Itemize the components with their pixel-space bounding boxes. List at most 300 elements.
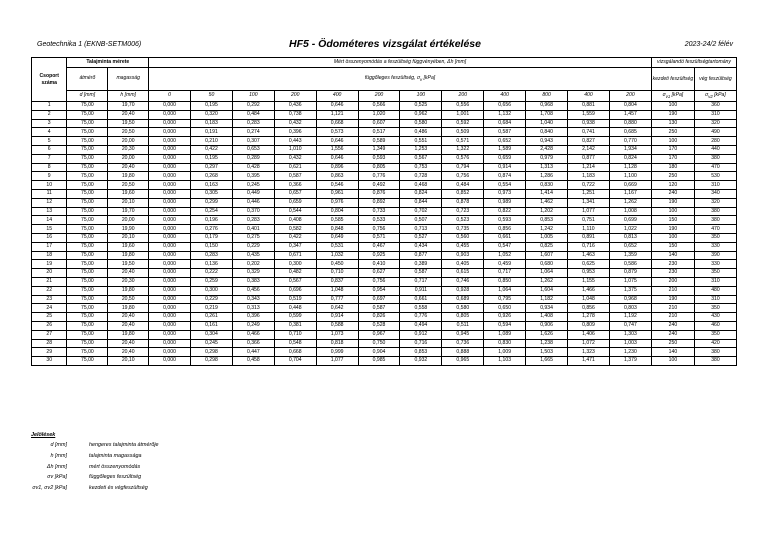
table-cell: 0,458: [232, 357, 274, 366]
table-cell: 1,048: [568, 295, 610, 304]
final-stress-header: vég feszültség: [694, 68, 736, 91]
table-cell: 1,089: [484, 330, 526, 339]
group-number-cell: 3: [32, 119, 67, 128]
table-cell: 0,558: [400, 304, 442, 313]
table-cell: 0,587: [358, 304, 400, 313]
table-cell: 75,00: [67, 277, 108, 286]
table-cell: 1,341: [568, 198, 610, 207]
table-cell: 1,665: [526, 357, 568, 366]
stress-level-header: 50: [191, 91, 233, 102]
course-name: Geotechnika 1 (EKNB-SETM006): [37, 41, 142, 48]
table-cell: 150: [651, 216, 694, 225]
table-cell: 0,435: [232, 251, 274, 260]
table-cell: 0,753: [400, 163, 442, 172]
table-cell: 0,840: [526, 128, 568, 137]
table-cell: 1,556: [316, 145, 358, 154]
table-cell: 75,00: [67, 154, 108, 163]
table-cell: 0,531: [316, 242, 358, 251]
table-cell: 0,627: [358, 269, 400, 278]
table-cell: 0,289: [232, 154, 274, 163]
table-cell: 0,366: [232, 339, 274, 348]
legend-item: [31, 442, 159, 453]
table-cell: 0,567: [274, 277, 316, 286]
table-cell: 0,455: [442, 242, 484, 251]
table-cell: 0,466: [232, 330, 274, 339]
table-cell: 20,40: [108, 321, 149, 330]
table-row: [32, 286, 737, 295]
table-cell: 0,000: [149, 110, 191, 119]
group-number-cell: 6: [32, 145, 67, 154]
table-cell: 0,593: [358, 154, 400, 163]
table-row: [32, 110, 737, 119]
table-cell: 490: [694, 128, 736, 137]
table-cell: 0,830: [526, 181, 568, 190]
table-cell: 0,770: [609, 137, 651, 146]
table-cell: 0,934: [526, 304, 568, 313]
table-cell: 0,747: [609, 321, 651, 330]
final-stress-unit: $\sigma_{v2}$ [kPa]: [694, 91, 736, 102]
table-cell: 0,938: [568, 119, 610, 128]
table-cell: 75,00: [67, 225, 108, 234]
table-cell: 0,702: [400, 207, 442, 216]
group-number-cell: 20: [32, 269, 67, 278]
table-cell: 0,863: [316, 172, 358, 181]
stress-level-header: 400: [316, 91, 358, 102]
table-cell: 240: [651, 330, 694, 339]
table-cell: 1,100: [609, 172, 651, 181]
table-cell: 1,323: [568, 348, 610, 357]
table-cell: 240: [651, 189, 694, 198]
table-cell: 0,592: [442, 119, 484, 128]
table-cell: 0,750: [358, 339, 400, 348]
table-cell: 0,347: [274, 242, 316, 251]
table-cell: 380: [694, 357, 736, 366]
table-cell: 0,183: [191, 119, 233, 128]
table-cell: 170: [651, 145, 694, 154]
table-cell: 75,00: [67, 172, 108, 181]
table-cell: 0,877: [400, 251, 442, 260]
table-cell: 0,547: [484, 242, 526, 251]
table-cell: 1,466: [568, 286, 610, 295]
table-cell: 170: [651, 154, 694, 163]
table-cell: 20,40: [108, 163, 149, 172]
stress-levels-row: [32, 91, 737, 102]
table-cell: 20,40: [108, 269, 149, 278]
table-cell: 0,484: [232, 110, 274, 119]
table-cell: 0,000: [149, 163, 191, 172]
table-cell: 0,210: [191, 137, 233, 146]
group-number-cell: 22: [32, 286, 67, 295]
table-cell: 0,329: [232, 269, 274, 278]
table-cell: 0,713: [400, 225, 442, 234]
table-cell: 0,525: [400, 102, 442, 111]
table-cell: 0,615: [442, 269, 484, 278]
diameter-header: átmérő: [67, 68, 108, 91]
table-cell: 0,249: [232, 321, 274, 330]
table-cell: 0,795: [484, 295, 526, 304]
group-number-cell: 5: [32, 137, 67, 146]
table-cell: 1,183: [568, 172, 610, 181]
table-cell: 0,912: [400, 330, 442, 339]
table-cell: 0,668: [316, 119, 358, 128]
stress-level-header: 100: [400, 91, 442, 102]
table-cell: 0,973: [484, 189, 526, 198]
table-cell: 75,00: [67, 198, 108, 207]
table-cell: 0,573: [316, 128, 358, 137]
initial-stress-header: kezdeti feszültség: [651, 68, 694, 91]
stress-level-header: 200: [442, 91, 484, 102]
table-cell: 19,80: [108, 304, 149, 313]
table-cell: 0,000: [149, 313, 191, 322]
stress-level-header: 0: [149, 91, 191, 102]
compression-header: Mért összenyomódás a feszültség függvényében, Δh [mm]: [149, 58, 652, 68]
table-cell: 0,343: [232, 295, 274, 304]
table-cell: 0,000: [149, 242, 191, 251]
table-cell: 1,121: [316, 110, 358, 119]
table-cell: 0,275: [232, 233, 274, 242]
table-cell: 470: [694, 225, 736, 234]
table-cell: 1,414: [526, 189, 568, 198]
table-cell: 350: [694, 304, 736, 313]
vertical-stress-header: függőleges feszültség, $\sigma_v$ [kPa]: [149, 68, 652, 91]
table-cell: 0,999: [316, 348, 358, 357]
table-cell: 1,128: [609, 163, 651, 172]
sample-size-header: Talajminta mérete: [67, 58, 149, 68]
table-cell: 0,856: [568, 304, 610, 313]
table-cell: 0,283: [232, 119, 274, 128]
table-cell: 0,652: [484, 137, 526, 146]
table-cell: 0,953: [568, 269, 610, 278]
table-cell: 0,824: [400, 189, 442, 198]
stress-level-header: 100: [232, 91, 274, 102]
table-cell: 1,001: [442, 110, 484, 119]
table-cell: 2,142: [568, 145, 610, 154]
table-cell: 0,961: [316, 189, 358, 198]
table-cell: 75,00: [67, 357, 108, 366]
table-cell: 1,230: [609, 348, 651, 357]
table-cell: 1,278: [568, 313, 610, 322]
table-cell: 1,072: [568, 339, 610, 348]
stress-level-header: 200: [609, 91, 651, 102]
table-cell: 75,00: [67, 163, 108, 172]
table-cell: 0,925: [358, 251, 400, 260]
table-cell: 0,000: [149, 154, 191, 163]
table-cell: 0,527: [400, 233, 442, 242]
table-cell: 0,850: [484, 277, 526, 286]
table-cell: 75,00: [67, 242, 108, 251]
table-cell: 0,000: [149, 321, 191, 330]
table-cell: 75,00: [67, 145, 108, 154]
legend-item: [31, 463, 141, 475]
table-cell: 0,911: [400, 286, 442, 295]
table-cell: 19,70: [108, 207, 149, 216]
table-cell: 0,000: [149, 295, 191, 304]
table-cell: 310: [694, 181, 736, 190]
table-cell: 0,803: [609, 304, 651, 313]
table-cell: 1,077: [316, 357, 358, 366]
table-cell: 1,242: [526, 225, 568, 234]
table-cell: 0,914: [484, 163, 526, 172]
table-cell: 19,70: [108, 102, 149, 111]
table-cell: 0,649: [316, 233, 358, 242]
table-cell: 75,00: [67, 321, 108, 330]
table-row: [32, 295, 737, 304]
table-cell: 0,599: [274, 313, 316, 322]
table-cell: 0,533: [358, 216, 400, 225]
group-number-cell: 11: [32, 189, 67, 198]
table-cell: 0,448: [274, 304, 316, 313]
table-cell: 0,229: [232, 242, 274, 251]
table-cell: 0,587: [400, 269, 442, 278]
table-cell: 0,653: [232, 145, 274, 154]
table-cell: 0,436: [274, 102, 316, 111]
table-cell: 0,710: [316, 269, 358, 278]
stress-level-header: 800: [526, 91, 568, 102]
table-cell: 1,375: [609, 286, 651, 295]
table-cell: 230: [651, 269, 694, 278]
oedometer-data-table: [31, 57, 737, 366]
table-cell: 0,661: [400, 295, 442, 304]
table-cell: 75,00: [67, 348, 108, 357]
table-cell: 0,696: [274, 286, 316, 295]
table-cell: 0,000: [149, 348, 191, 357]
table-cell: 340: [694, 189, 736, 198]
document-title: HF5 - Ödométeres vizsgálat értékelése: [288, 38, 481, 50]
table-cell: 250: [651, 128, 694, 137]
table-cell: 0,650: [484, 304, 526, 313]
table-cell: 20,10: [108, 357, 149, 366]
table-cell: 75,00: [67, 330, 108, 339]
table-cell: 20,40: [108, 339, 149, 348]
table-cell: 0,000: [149, 137, 191, 146]
table-cell: 0,163: [191, 181, 233, 190]
table-cell: 20,10: [108, 198, 149, 207]
table-cell: 0,313: [232, 304, 274, 313]
table-cell: 0,544: [274, 207, 316, 216]
table-row: [32, 207, 737, 216]
table-cell: 0,874: [484, 172, 526, 181]
group-number-cell: 19: [32, 260, 67, 269]
table-cell: 20,40: [108, 313, 149, 322]
group-number-cell: 2: [32, 110, 67, 119]
table-cell: 0,954: [358, 286, 400, 295]
table-cell: 0,276: [191, 225, 233, 234]
table-cell: 0,000: [149, 102, 191, 111]
table-cell: 1,022: [609, 225, 651, 234]
table-cell: 0,566: [358, 102, 400, 111]
table-cell: 0,968: [526, 102, 568, 111]
table-cell: 1,010: [274, 145, 316, 154]
table-row: [32, 128, 737, 137]
table-cell: 0,150: [191, 242, 233, 251]
table-cell: 0,625: [568, 260, 610, 269]
table-cell: 0,830: [484, 339, 526, 348]
table-cell: 0,659: [484, 154, 526, 163]
table-cell: 0,459: [484, 260, 526, 269]
table-row: [32, 330, 737, 339]
table-cell: 150: [651, 242, 694, 251]
table-cell: 20,10: [108, 233, 149, 242]
table-cell: 0,408: [274, 216, 316, 225]
table-cell: 0,283: [191, 251, 233, 260]
table-cell: 0,546: [316, 181, 358, 190]
table-row: [32, 102, 737, 111]
table-cell: 0,877: [568, 154, 610, 163]
table-cell: 310: [694, 277, 736, 286]
table-cell: 20,40: [108, 348, 149, 357]
table-cell: 0,507: [400, 216, 442, 225]
table-cell: 0,195: [191, 154, 233, 163]
group-number-cell: 25: [32, 313, 67, 322]
table-cell: 0,837: [316, 277, 358, 286]
table-cell: 0,741: [568, 128, 610, 137]
table-cell: 230: [651, 260, 694, 269]
table-cell: 0,756: [442, 172, 484, 181]
table-cell: 0,298: [191, 357, 233, 366]
table-cell: 0,728: [400, 172, 442, 181]
table-cell: 0,554: [484, 181, 526, 190]
table-row: [32, 321, 737, 330]
table-cell: 0,965: [442, 357, 484, 366]
legend-item: [31, 474, 142, 485]
table-cell: 0,976: [316, 198, 358, 207]
table-cell: 0,926: [484, 313, 526, 322]
table-cell: 1,262: [609, 198, 651, 207]
legend-symbol: σv1, σv2 [kPa]: [32, 485, 67, 492]
table-cell: 1,408: [526, 313, 568, 322]
table-cell: 470: [694, 163, 736, 172]
legend: [31, 432, 159, 496]
table-cell: 0,179: [191, 233, 233, 242]
table-cell: 0,756: [358, 277, 400, 286]
table-cell: 0,196: [191, 216, 233, 225]
legend-item: [31, 452, 142, 464]
table-cell: 480: [694, 286, 736, 295]
table-cell: 20,40: [108, 110, 149, 119]
group-number-cell: 1: [32, 102, 67, 111]
table-cell: 0,896: [316, 163, 358, 172]
table-cell: 0,405: [442, 260, 484, 269]
table-cell: 1,008: [609, 207, 651, 216]
table-cell: 380: [694, 207, 736, 216]
table-cell: 0,268: [191, 172, 233, 181]
table-cell: 0,000: [149, 277, 191, 286]
table-cell: 0,804: [316, 207, 358, 216]
page-header: [37, 38, 733, 54]
table-cell: 0,593: [484, 216, 526, 225]
table-cell: 100: [651, 207, 694, 216]
group-number-cell: 24: [32, 304, 67, 313]
table-cell: 0,556: [442, 102, 484, 111]
group-number-cell: 14: [32, 216, 67, 225]
table-cell: 0,245: [232, 181, 274, 190]
table-cell: 0,659: [274, 198, 316, 207]
table-cell: 0,881: [568, 102, 610, 111]
table-cell: 0,298: [191, 348, 233, 357]
table-row: [32, 357, 737, 366]
table-cell: 0,818: [316, 339, 358, 348]
table-cell: 0,880: [609, 119, 651, 128]
table-cell: 0,756: [358, 225, 400, 234]
stress-level-header: 400: [484, 91, 526, 102]
table-cell: 0,000: [149, 304, 191, 313]
table-cell: 0,968: [609, 295, 651, 304]
table-row: [32, 172, 737, 181]
table-cell: 75,00: [67, 313, 108, 322]
table-cell: 0,548: [274, 339, 316, 348]
table-cell: 0,669: [609, 181, 651, 190]
table-cell: 0,856: [484, 225, 526, 234]
table-cell: 0,494: [400, 321, 442, 330]
table-cell: 1,607: [526, 251, 568, 260]
table-cell: 20,30: [108, 145, 149, 154]
table-cell: 20,50: [108, 128, 149, 137]
table-cell: 0,989: [484, 198, 526, 207]
table-cell: 0,661: [484, 233, 526, 242]
table-cell: 1,167: [609, 189, 651, 198]
legend-symbol: σv [kPa]: [47, 474, 67, 481]
height-unit: h [mm]: [108, 91, 149, 102]
table-cell: 0,401: [232, 225, 274, 234]
table-cell: 0,736: [442, 339, 484, 348]
table-row: [32, 163, 737, 172]
legend-symbol: Δh [mm]: [46, 463, 67, 470]
table-cell: 100: [651, 357, 694, 366]
table-cell: 0,222: [191, 269, 233, 278]
table-cell: 0,716: [400, 339, 442, 348]
table-cell: 0,191: [191, 128, 233, 137]
table-cell: 1,110: [568, 225, 610, 234]
table-cell: 19,60: [108, 242, 149, 251]
table-cell: 0,879: [609, 269, 651, 278]
table-cell: 0,794: [442, 163, 484, 172]
table-cell: 0,684: [484, 119, 526, 128]
table-row: [32, 119, 737, 128]
group-number-cell: 4: [32, 128, 67, 137]
table-cell: 1,471: [568, 357, 610, 366]
table-row: [32, 304, 737, 313]
table-cell: 1,214: [568, 163, 610, 172]
table-cell: 0,878: [442, 198, 484, 207]
table-cell: 0,809: [568, 321, 610, 330]
table-cell: 75,00: [67, 119, 108, 128]
table-cell: 0,307: [232, 137, 274, 146]
diameter-unit: d [mm]: [67, 91, 108, 102]
table-cell: 19,80: [108, 330, 149, 339]
table-cell: 75,00: [67, 286, 108, 295]
table-cell: 0,136: [191, 260, 233, 269]
table-cell: 1,032: [316, 251, 358, 260]
table-cell: 1,286: [526, 172, 568, 181]
group-number-cell: 29: [32, 348, 67, 357]
table-cell: 0,932: [400, 357, 442, 366]
group-number-cell: 21: [32, 277, 67, 286]
table-cell: 0,825: [526, 242, 568, 251]
table-cell: 75,00: [67, 251, 108, 260]
table-cell: 0,594: [484, 321, 526, 330]
table-cell: 380: [694, 154, 736, 163]
table-cell: 0,646: [316, 102, 358, 111]
table-cell: 180: [651, 163, 694, 172]
group-number-cell: 23: [32, 295, 67, 304]
table-cell: 420: [694, 339, 736, 348]
table-cell: 330: [694, 260, 736, 269]
table-cell: 0,443: [274, 137, 316, 146]
table-cell: 0,979: [526, 154, 568, 163]
table-cell: 1,253: [400, 145, 442, 154]
stress-range-header: vizsgálandó feszültségtartomány: [651, 58, 736, 68]
table-row: [32, 137, 737, 146]
